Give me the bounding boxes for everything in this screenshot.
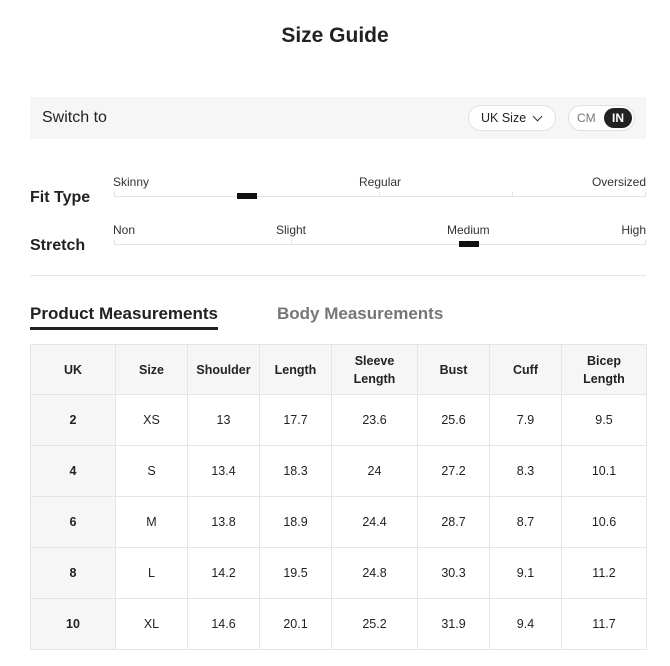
unit-in-option[interactable]: IN xyxy=(604,108,632,128)
size-system-value: UK Size xyxy=(481,111,527,125)
page-title: Size Guide xyxy=(281,24,389,47)
stretch-segment-tick xyxy=(114,240,115,245)
unit-cm-option[interactable]: CM xyxy=(577,111,596,125)
cell-sleeve-length: 25.2 xyxy=(332,599,418,650)
stretch-track xyxy=(114,244,646,245)
cell-bust: 27.2 xyxy=(418,446,490,497)
cell-shoulder: 13.4 xyxy=(188,446,260,497)
cell-size: M xyxy=(116,497,188,548)
table-row xyxy=(31,395,647,446)
fit-type-scale xyxy=(114,175,646,215)
sleeve-length-header-text: Sleeve Length xyxy=(353,353,396,386)
cell-shoulder: 14.2 xyxy=(188,548,260,599)
column-header-cuff: Cuff xyxy=(490,345,562,395)
fit-type-segment-tick xyxy=(512,192,513,197)
cell-bicep-length: 10.6 xyxy=(562,497,647,548)
cell-size: XS xyxy=(116,395,188,446)
column-header-sleeve-length xyxy=(332,345,418,395)
cell-sleeve-length: 24.8 xyxy=(332,548,418,599)
cell-length: 19.5 xyxy=(260,548,332,599)
cell-uk: 4 xyxy=(31,446,116,497)
fit-type-segment-tick xyxy=(379,192,380,197)
switch-bar xyxy=(30,97,646,139)
table-row xyxy=(31,599,647,650)
column-header-length: Length xyxy=(260,345,332,395)
cell-length: 17.7 xyxy=(260,395,332,446)
size-system-select[interactable] xyxy=(468,105,556,131)
cell-length: 18.3 xyxy=(260,446,332,497)
table-header-row xyxy=(31,345,647,395)
stretch-tick-medium: Medium xyxy=(447,223,490,237)
cell-length: 18.9 xyxy=(260,497,332,548)
stretch-tick-non: Non xyxy=(113,223,136,237)
cell-bicep-length: 11.2 xyxy=(562,548,647,599)
cell-cuff: 7.9 xyxy=(490,395,562,446)
cell-bust: 30.3 xyxy=(418,548,490,599)
size-table xyxy=(30,344,647,650)
stretch-segment-tick xyxy=(645,240,646,245)
cell-size: L xyxy=(116,548,188,599)
cell-bicep-length: 11.7 xyxy=(562,599,647,650)
cell-uk: 2 xyxy=(31,395,116,446)
cell-bicep-length: 10.1 xyxy=(562,446,647,497)
cell-sleeve-length: 24 xyxy=(332,446,418,497)
cell-shoulder: 14.6 xyxy=(188,599,260,650)
fit-tick-oversized: Oversized xyxy=(591,175,646,189)
cell-uk: 8 xyxy=(31,548,116,599)
column-header-bust: Bust xyxy=(418,345,490,395)
cell-cuff: 9.4 xyxy=(490,599,562,650)
stretch-scale xyxy=(114,223,646,263)
section-divider xyxy=(30,275,646,276)
column-header-size: Size xyxy=(116,345,188,395)
fit-type-marker xyxy=(237,193,257,199)
column-header-bicep-length xyxy=(562,345,647,395)
chevron-down-icon xyxy=(533,112,543,122)
column-header-uk: UK xyxy=(31,345,116,395)
unit-toggle[interactable] xyxy=(568,105,635,131)
cell-size: S xyxy=(116,446,188,497)
cell-sleeve-length: 24.4 xyxy=(332,497,418,548)
cell-uk: 10 xyxy=(31,599,116,650)
stretch-marker xyxy=(459,241,479,247)
bicep-length-header-text: Bicep Length xyxy=(583,353,625,386)
cell-length: 20.1 xyxy=(260,599,332,650)
fit-tick-regular: Regular xyxy=(359,175,402,189)
cell-bust: 31.9 xyxy=(418,599,490,650)
cell-cuff: 8.3 xyxy=(490,446,562,497)
stretch-tick-high: High xyxy=(621,223,646,237)
table-row xyxy=(31,446,647,497)
cell-shoulder: 13 xyxy=(188,395,260,446)
cell-bicep-length: 9.5 xyxy=(562,395,647,446)
cell-bust: 28.7 xyxy=(418,497,490,548)
cell-shoulder: 13.8 xyxy=(188,497,260,548)
cell-size: XL xyxy=(116,599,188,650)
stretch-segment-tick xyxy=(291,240,292,245)
cell-cuff: 9.1 xyxy=(490,548,562,599)
stretch-label: Stretch xyxy=(30,237,86,254)
switch-label: Switch to xyxy=(42,109,107,126)
fit-type-label: Fit Type xyxy=(30,189,91,206)
tab-body-measurements[interactable]: Body Measurements xyxy=(277,304,444,323)
table-row xyxy=(31,548,647,599)
cell-sleeve-length: 23.6 xyxy=(332,395,418,446)
tab-product-measurements[interactable]: Product Measurements xyxy=(30,304,218,323)
fit-type-segment-tick xyxy=(645,192,646,197)
stretch-tick-slight: Slight xyxy=(276,223,307,237)
cell-cuff: 8.7 xyxy=(490,497,562,548)
fit-type-track xyxy=(114,196,646,197)
table-row xyxy=(31,497,647,548)
cell-bust: 25.6 xyxy=(418,395,490,446)
cell-uk: 6 xyxy=(31,497,116,548)
column-header-shoulder: Shoulder xyxy=(188,345,260,395)
fit-tick-skinny: Skinny xyxy=(113,175,150,189)
fit-type-segment-tick xyxy=(114,192,115,197)
